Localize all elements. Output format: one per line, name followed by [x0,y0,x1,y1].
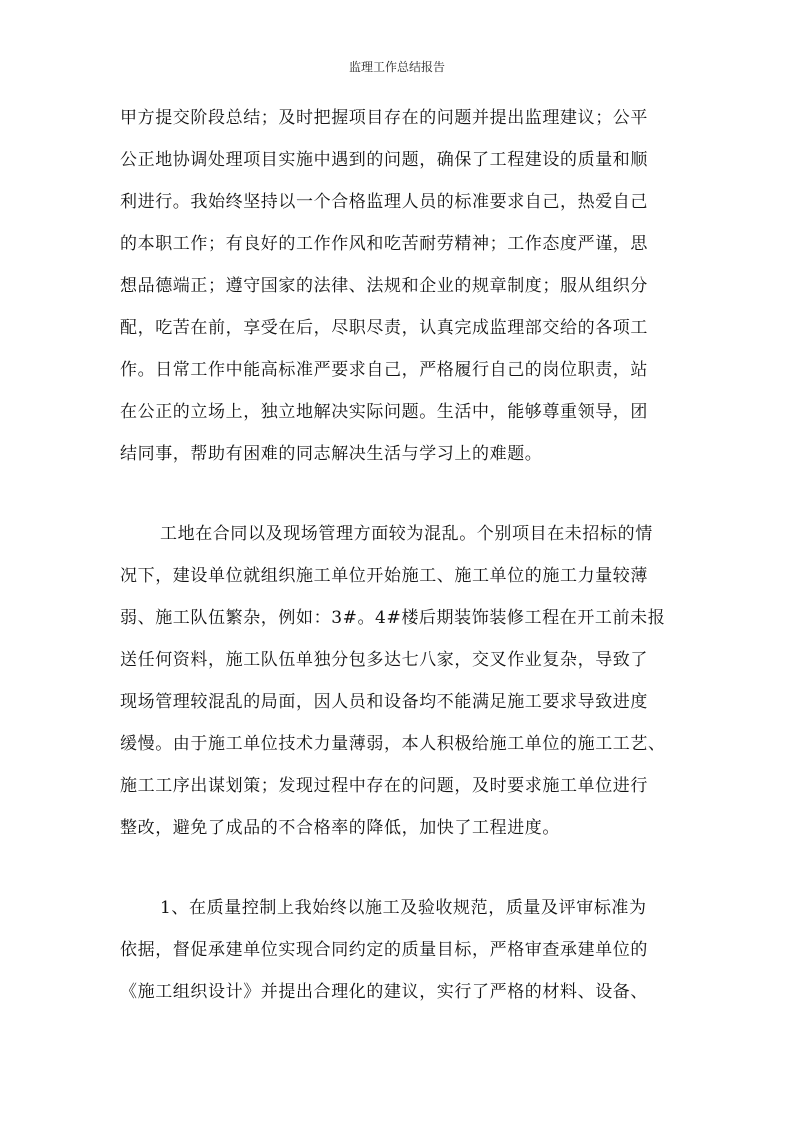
paragraph-2-line-5: 现场管理较混乱的局面，因人员和设备均不能满足施工要求导致进度 [120,692,648,712]
paragraph-1-line-3: 利进行。我始终坚持以一个合格监理人员的标准要求自己，热爱自己 [120,192,648,212]
paragraph-1-line-7: 作。日常工作中能高标准严要求自己，严格履行自己的岗位职责，站 [120,360,648,380]
paragraph-2-line-6: 缓慢。由于施工单位技术力量薄弱，本人积极给施工单位的施工工艺、 [120,734,666,754]
paragraph-2-line-2: 况下，建设单位就组织施工单位开始施工、施工单位的施工力量较薄 [120,566,648,586]
paragraph-1-line-8: 在公正的立场上，独立地解决实际问题。生活中，能够尊重领导，团 [120,402,648,422]
paragraph-1-line-2: 公正地协调处理项目实施中遇到的问题，确保了工程建设的质量和顺 [120,150,648,170]
paragraph-2-line-3: 弱、施工队伍繁杂，例如：3#。4#楼后期装饰装修工程在开工前未报 [120,608,666,628]
paragraph-1-line-9: 结同事，帮助有困难的同志解决生活与学习上的难题。 [120,444,543,464]
paragraph-1-line-6: 配，吃苦在前，享受在后，尽职尽责，认真完成监理部交给的各项工 [120,318,648,338]
paragraph-3-line-1: 1、在质量控制上我始终以施工及验收规范，质量及评审标准为 [160,898,647,918]
paragraph-2-line-1: 工地在合同以及现场管理方面较为混乱。个别项目在未招标的情 [160,524,653,544]
paragraph-3-line-3: 《施工组织设计》并提出合理化的建议，实行了严格的材料、设备、 [120,982,648,1002]
paragraph-1-line-4: 的本职工作；有良好的工作作风和吃苦耐劳精神；工作态度严谨，思 [120,234,648,254]
paragraph-1-line-5: 想品德端正；遵守国家的法律、法规和企业的规章制度；服从组织分 [120,276,648,296]
paragraph-3-line-2: 依据，督促承建单位实现合同约定的质量目标，严格审查承建单位的 [120,940,648,960]
page-header-title: 监理工作总结报告 [348,60,445,74]
paragraph-2-line-4: 送任何资料，施工队伍单独分包多达七八家，交叉作业复杂，导致了 [120,650,648,670]
paragraph-2-line-7: 施工工序出谋划策；发现过程中存在的问题，及时要求施工单位进行 [120,776,648,796]
paragraph-2-line-8: 整改，避免了成品的不合格率的降低，加快了工程进度。 [120,818,560,838]
paragraph-1-line-1: 甲方提交阶段总结；及时把握项目存在的问题并提出监理建议；公平 [120,108,648,128]
